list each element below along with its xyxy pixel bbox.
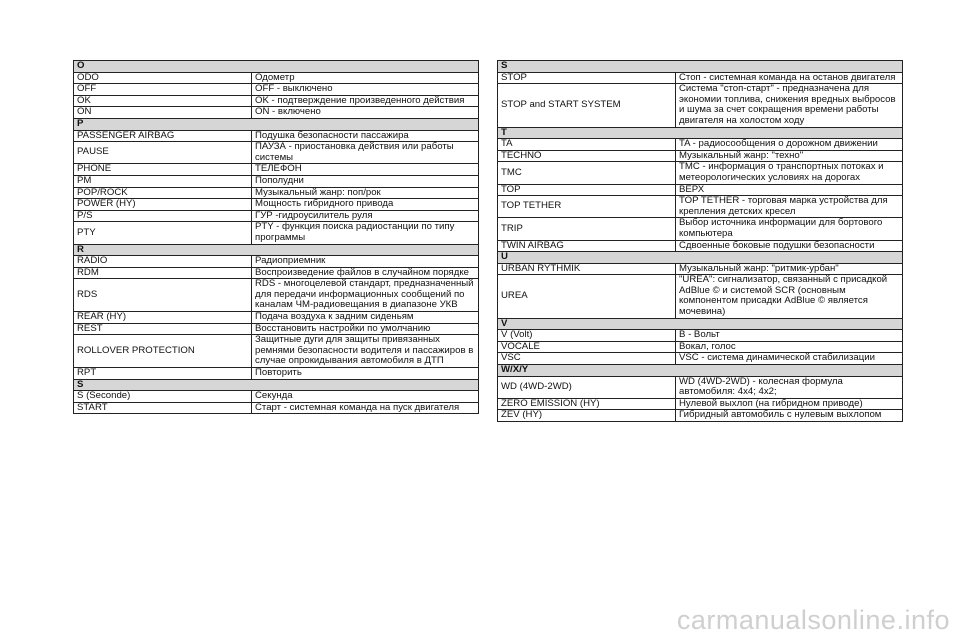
glossary-row	[74, 335, 479, 368]
term-cell: POWER (HY)	[74, 199, 252, 211]
section-letter: U	[498, 252, 903, 264]
term-cell: POP/ROCK	[74, 187, 252, 199]
definition-cell: ГУР -гидроусилитель руля	[252, 210, 479, 222]
glossary-row	[498, 162, 903, 184]
glossary-row	[498, 341, 903, 353]
definition-cell: Система "стоп-старт" - предназначена для экономии топлива, снижения вредных выбросов и шума за счет сокращения времени работы двигателя на холостом ходу	[676, 84, 903, 127]
glossary-row	[498, 240, 903, 252]
term-cell: REAR (HY)	[74, 312, 252, 324]
glossary-row	[498, 353, 903, 365]
glossary-row	[74, 312, 479, 324]
definition-cell: "UREA": сигнализатор, связанный с присадкой AdBlue © и системой SCR (основным компонентом присадки AdBlue © является мочевина)	[676, 275, 903, 318]
definition-cell: Восстановить настройки по умолчанию	[252, 323, 479, 335]
section-letter: T	[498, 127, 903, 139]
glossary-row	[74, 175, 479, 187]
definition-cell: Гибридный автомобиль с нулевым выхлопом	[676, 410, 903, 422]
definition-cell: В - Вольт	[676, 330, 903, 342]
glossary-row	[74, 279, 479, 312]
section-letter: V	[498, 318, 903, 330]
glossary-row	[74, 368, 479, 380]
term-cell: START	[74, 402, 252, 414]
left-glossary-table	[73, 60, 479, 414]
glossary-row	[498, 150, 903, 162]
definition-cell: TMC - информация о транспортных потоках и метеорологических условиях на дорогах	[676, 162, 903, 184]
term-cell: STOP	[498, 72, 676, 84]
term-cell: OK	[74, 95, 252, 107]
term-cell: PAUSE	[74, 142, 252, 164]
section-header	[74, 61, 479, 73]
definition-cell: Подушка безопасности пассажира	[252, 130, 479, 142]
definition-cell: Мощность гибридного привода	[252, 199, 479, 211]
right-glossary-table	[497, 60, 903, 422]
term-cell: TECHNO	[498, 150, 676, 162]
term-cell: TA	[498, 139, 676, 151]
definition-cell: WD (4WD-2WD) - колесная формула автомобиля: 4x4; 4x2;	[676, 376, 903, 398]
glossary-row	[498, 84, 903, 127]
term-cell: ZEV (HY)	[498, 410, 676, 422]
glossary-row	[74, 84, 479, 96]
glossary-row	[74, 256, 479, 268]
definition-cell: Повторить	[252, 368, 479, 380]
definition-cell: OFF - выключено	[252, 84, 479, 96]
definition-cell: Одометр	[252, 72, 479, 84]
glossary-row	[498, 139, 903, 151]
definition-cell: Стоп - системная команда на останов двигателя	[676, 72, 903, 84]
glossary-row	[74, 130, 479, 142]
glossary-row	[74, 187, 479, 199]
section-letter: O	[74, 61, 479, 73]
term-cell: V (Volt)	[498, 330, 676, 342]
section-header	[498, 365, 903, 377]
term-cell: UREA	[498, 275, 676, 318]
section-header	[74, 244, 479, 256]
definition-cell: RDS - многоцелевой стандарт, предназначенный для передачи информационных сообщений по каналам ЧМ-радиовещания в диапазоне УКВ	[252, 279, 479, 312]
section-header	[498, 318, 903, 330]
definition-cell: Нулевой выхлоп (на гибридном приводе)	[676, 398, 903, 410]
section-header	[74, 379, 479, 391]
glossary-row	[74, 402, 479, 414]
term-cell: WD (4WD-2WD)	[498, 376, 676, 398]
definition-cell: Подача воздуха к задним сиденьям	[252, 312, 479, 324]
term-cell: RADIO	[74, 256, 252, 268]
glossary-row	[498, 184, 903, 196]
watermark: carmanualsonline.info	[676, 605, 950, 635]
glossary-row	[498, 196, 903, 218]
term-cell: PTY	[74, 222, 252, 244]
term-cell: TRIP	[498, 218, 676, 240]
section-header	[74, 118, 479, 130]
term-cell: RDS	[74, 279, 252, 312]
definition-cell: VSC - система динамической стабилизации	[676, 353, 903, 365]
term-cell: ROLLOVER PROTECTION	[74, 335, 252, 368]
definition-cell: Музыкальный жанр: "ритмик-урбан"	[676, 263, 903, 275]
definition-cell: Радиоприемник	[252, 256, 479, 268]
term-cell: TWIN AIRBAG	[498, 240, 676, 252]
glossary-row	[74, 267, 479, 279]
glossary-row	[498, 275, 903, 318]
definition-cell: PTY - функция поиска радиостанции по типу программы	[252, 222, 479, 244]
glossary-row	[74, 107, 479, 119]
glossary-row	[498, 330, 903, 342]
term-cell: RDM	[74, 267, 252, 279]
definition-cell: Музыкальный жанр: "техно"	[676, 150, 903, 162]
definition-cell: OK - подтверждение произведенного действия	[252, 95, 479, 107]
glossary-row	[74, 95, 479, 107]
term-cell: PASSENGER AIRBAG	[74, 130, 252, 142]
definition-cell: TOP TETHER - торговая марка устройства для крепления детских кресел	[676, 196, 903, 218]
glossary-row	[74, 222, 479, 244]
term-cell: URBAN RYTHMIK	[498, 263, 676, 275]
right-glossary-column	[497, 60, 903, 422]
definition-cell: Выбор источника информации для бортового компьютера	[676, 218, 903, 240]
definition-cell: Сдвоенные боковые подушки безопасности	[676, 240, 903, 252]
glossary-row	[498, 410, 903, 422]
term-cell: P/S	[74, 210, 252, 222]
section-letter: S	[498, 61, 903, 73]
definition-cell: ON - включено	[252, 107, 479, 119]
section-letter: S	[74, 379, 479, 391]
term-cell: PHONE	[74, 164, 252, 176]
glossary-row	[74, 164, 479, 176]
section-letter: P	[74, 118, 479, 130]
definition-cell: ТЕЛЕФОН	[252, 164, 479, 176]
term-cell: STOP and START SYSTEM	[498, 84, 676, 127]
glossary-row	[498, 218, 903, 240]
section-letter: R	[74, 244, 479, 256]
left-glossary-column	[73, 60, 479, 414]
section-header	[498, 61, 903, 73]
section-letter: W/X/Y	[498, 365, 903, 377]
definition-cell: Пополудни	[252, 175, 479, 187]
glossary-row	[74, 210, 479, 222]
term-cell: S (Seconde)	[74, 391, 252, 403]
term-cell: TOP TETHER	[498, 196, 676, 218]
section-header	[498, 252, 903, 264]
glossary-row	[74, 142, 479, 164]
term-cell: ODO	[74, 72, 252, 84]
term-cell: REST	[74, 323, 252, 335]
term-cell: RPT	[74, 368, 252, 380]
term-cell: ZERO EMISSION (HY)	[498, 398, 676, 410]
definition-cell: Вокал, голос	[676, 341, 903, 353]
term-cell: TOP	[498, 184, 676, 196]
definition-cell: ПАУЗА - приостановка действия или работы системы	[252, 142, 479, 164]
glossary-row	[498, 263, 903, 275]
glossary-row	[74, 323, 479, 335]
definition-cell: TA - радиосообщения о дорожном движении	[676, 139, 903, 151]
term-cell: VOCALE	[498, 341, 676, 353]
definition-cell: Старт - системная команда на пуск двигателя	[252, 402, 479, 414]
definition-cell: Защитные дуги для защиты привязанных ремнями безопасности водителя и пассажиров в случае опрокидывания автомобиля в ДТП	[252, 335, 479, 368]
definition-cell: Секунда	[252, 391, 479, 403]
section-header	[498, 127, 903, 139]
term-cell: OFF	[74, 84, 252, 96]
glossary-row	[74, 391, 479, 403]
glossary-row	[498, 398, 903, 410]
term-cell: TMC	[498, 162, 676, 184]
term-cell: ON	[74, 107, 252, 119]
definition-cell: Воспроизведение файлов в случайном порядке	[252, 267, 479, 279]
glossary-row	[498, 72, 903, 84]
glossary-row	[74, 199, 479, 211]
term-cell: VSC	[498, 353, 676, 365]
glossary-row	[74, 72, 479, 84]
definition-cell: Музыкальный жанр: поп/рок	[252, 187, 479, 199]
glossary-row	[498, 376, 903, 398]
definition-cell: ВЕРХ	[676, 184, 903, 196]
term-cell: PM	[74, 175, 252, 187]
